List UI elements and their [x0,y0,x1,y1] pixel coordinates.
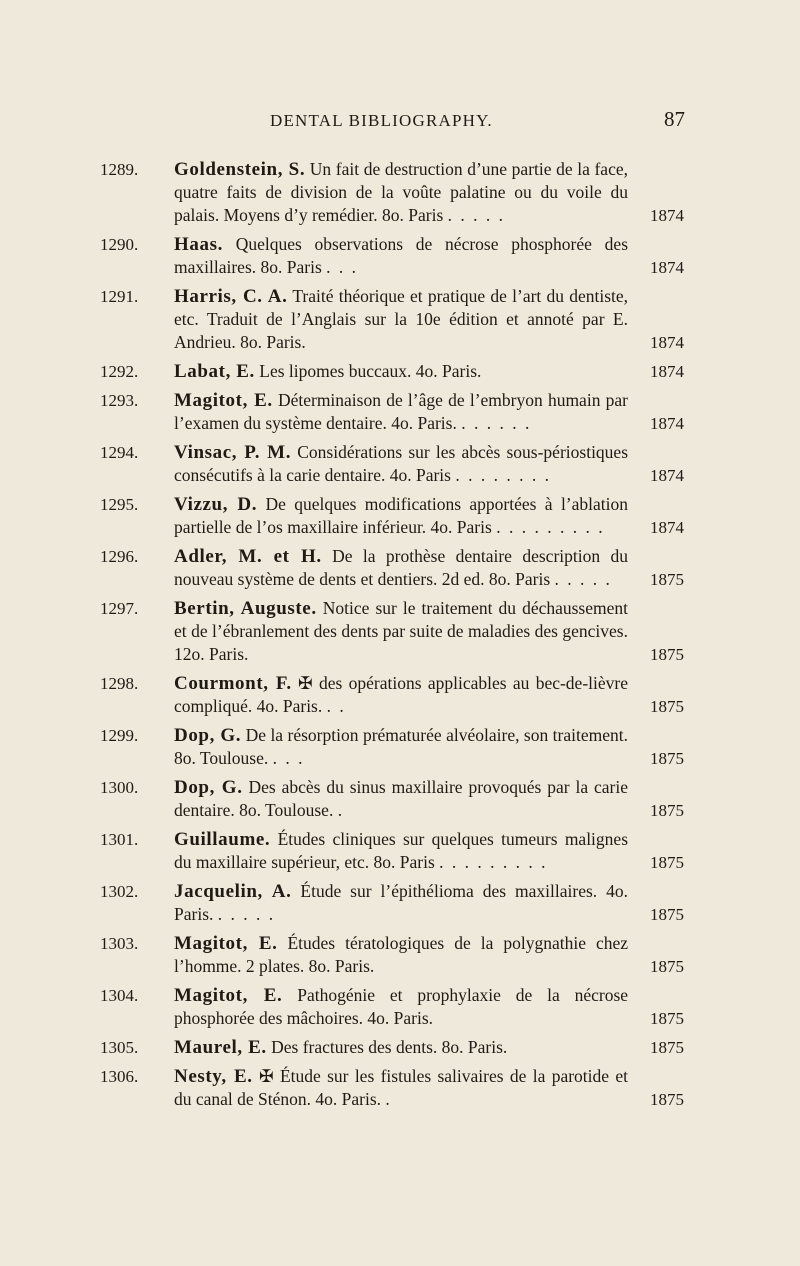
entry-year: 1874 [650,518,684,537]
entry-author: Adler, M. et H. [174,546,322,567]
dot-leader: . . . . . . . . [455,465,551,485]
entry-number: 1301. [100,830,139,849]
entry-body [174,932,628,978]
entry-text: De la résorption prématurée alvéolaire, son traitement. 8o. Toulouse. [174,725,628,768]
entry-body [174,672,628,718]
entry-author: Maurel, E. [174,1037,267,1058]
entry-text: Quelques observations de nécrose phosphorée des maxillaires. 8o. Paris [174,234,629,277]
entry-body [174,233,628,279]
entry-text: De la prothèse dentaire description du nouveau système de dents et dentiers. 2d ed. 8o. Paris [174,546,628,589]
bibliography-entry [100,1036,700,1059]
entry-text: Considérations sur les abcès sous-périostiques consécutifs à la carie dentaire. 4o. Paris [174,442,629,485]
bibliography-entry [100,724,700,770]
bibliography-entry [100,389,700,435]
entry-body [174,880,628,926]
dot-leader: . [337,800,345,820]
dot-leader: . . . [272,748,305,768]
entry-year: 1875 [650,749,684,768]
entry-number: 1294. [100,443,139,462]
dot-leader: . . . . . . . . . [439,852,548,872]
entry-number: 1300. [100,778,139,797]
entry-author: Dop, G. [174,725,242,746]
bibliography-entry [100,233,700,279]
bibliography-entry [100,828,700,874]
entry-body [174,158,628,227]
entry-author: Haas. [174,234,223,255]
entry-body [174,1065,628,1111]
entry-author: Guillaume. [174,829,271,850]
entry-text: Pathogénie et prophylaxie de la nécrose phosphorée des mâchoires. 4o. Paris. [174,985,629,1028]
running-title: DENTAL BIBLIOGRAPHY. [270,111,493,130]
entry-author: Bertin, Auguste. [174,598,317,619]
entry-text: Notice sur le traitement du déchaussement et de l’ébranlement des dents par suite de maladies des gencives. 12o. Paris. [174,598,628,664]
bibliography-list [100,158,700,1117]
entry-author: Magitot, E. [174,985,283,1006]
entry-text: Études tératologiques de la polygnathie chez l’homme. 2 plates. 8o. Paris. [174,933,628,976]
entry-year: 1874 [650,362,684,381]
entry-author: Dop, G. [174,777,243,798]
entry-number: 1297. [100,599,139,618]
bibliography-entry [100,1065,700,1111]
entry-body [174,984,628,1030]
bibliography-entry [100,880,700,926]
entry-number: 1292. [100,362,139,381]
bibliography-entry [100,441,700,487]
bibliography-entry [100,776,700,822]
entry-number: 1299. [100,726,139,745]
entry-number: 1304. [100,986,139,1005]
dot-leader: . [385,1089,392,1109]
entry-number: 1298. [100,674,139,693]
entry-number: 1293. [100,391,139,410]
entry-text: ✠ Étude sur les fistules salivaires de la parotide et du canal de Sténon. 4o. Paris. [174,1066,629,1109]
bibliography-entry [100,360,700,383]
entry-text: Déterminaison de l’âge de l’embryon humain par l’examen du système dentaire. 4o. Paris. [174,390,628,433]
entry-text: Étude sur l’épithélioma des maxillaires. 4o. Paris. [174,881,628,924]
entry-author: Magitot, E. [174,390,273,411]
page-number: 87 [664,107,685,131]
dot-leader: . . . . . . [461,413,532,433]
entry-text: De quelques modifications apportées à l’ablation partielle de l’os maxillaire inférieur. 4o. Paris [174,494,629,537]
entry-number: 1302. [100,882,139,901]
entry-year: 1874 [650,466,684,485]
entry-text: Traité théorique et pratique de l’art du dentiste, etc. Traduit de l’Anglais sur la 10e édition et annoté par E. Andrieu. 8o. Paris. [174,286,629,352]
bibliography-entry [100,932,700,978]
entry-author: Magitot, E. [174,933,278,954]
entry-body [174,724,628,770]
entry-body [174,828,628,874]
page-header [0,107,800,137]
entry-year: 1874 [650,414,684,433]
entry-body [174,441,628,487]
entry-year: 1874 [650,333,684,352]
entry-year: 1875 [650,1009,684,1028]
entry-year: 1875 [650,957,684,976]
entry-body [174,360,628,383]
entry-number: 1296. [100,547,139,566]
entry-number: 1295. [100,495,139,514]
dot-leader: . . [326,696,346,716]
bibliography-entry [100,158,700,227]
entry-year: 1875 [650,853,684,872]
entry-author: Labat, E. [174,361,255,382]
entry-year: 1874 [650,206,684,225]
entry-number: 1289. [100,160,139,179]
entry-number: 1305. [100,1038,139,1057]
entry-text: Un fait de destruction d’une partie de la face, quatre faits de division de la voûte palatine ou du voile du palais. Moyens d’y remédier. 8o. Paris [174,159,628,225]
entry-number: 1306. [100,1067,139,1086]
entry-body [174,776,628,822]
entry-year: 1875 [650,570,684,589]
bibliography-entry [100,597,700,666]
entry-text: Des fractures des dents. 8o. Paris. [271,1037,508,1057]
entry-text: Des abcès du sinus maxillaire provoqués par la carie dentaire. 8o. Toulouse. [174,777,628,820]
bibliography-entry [100,984,700,1030]
entry-year: 1875 [650,1090,684,1109]
entry-body [174,389,628,435]
entry-text: Les lipomes buccaux. 4o. Paris. [259,361,482,381]
entry-year: 1875 [650,645,684,664]
entry-text: ✠ des opérations applicables au bec-de-lièvre compliqué. 4o. Paris. [174,673,628,716]
dot-leader: . . . . . [217,904,276,924]
entry-author: Vinsac, P. M. [174,442,292,463]
bibliography-entry [100,545,700,591]
entry-author: Jacquelin, A. [174,881,292,902]
entry-year: 1875 [650,801,684,820]
bibliography-entry [100,672,700,718]
entry-year: 1875 [650,1038,684,1057]
entry-body [174,1036,628,1059]
dot-leader: . . . . . [554,569,612,589]
dot-leader: . . . [326,257,359,277]
bibliography-entry [100,493,700,539]
entry-author: Vizzu, D. [174,494,258,515]
entry-text: Études cliniques sur quelques tumeurs malignes du maxillaire supérieur, etc. 8o. Paris [174,829,628,872]
entry-year: 1875 [650,905,684,924]
entry-number: 1291. [100,287,139,306]
entry-body [174,493,628,539]
bibliography-entry [100,285,700,354]
entry-author: Goldenstein, S. [174,159,306,180]
entry-number: 1290. [100,235,139,254]
dot-leader: . . . . . . . . . [496,517,605,537]
entry-number: 1303. [100,934,139,953]
entry-year: 1874 [650,258,684,277]
entry-body [174,285,628,354]
entry-year: 1875 [650,697,684,716]
entry-author: Harris, C. A. [174,286,288,307]
entry-body [174,545,628,591]
entry-author: Nesty, E. [174,1066,253,1087]
dot-leader: . . . . . [447,205,506,225]
entry-author: Courmont, F. [174,673,292,694]
entry-body [174,597,628,666]
